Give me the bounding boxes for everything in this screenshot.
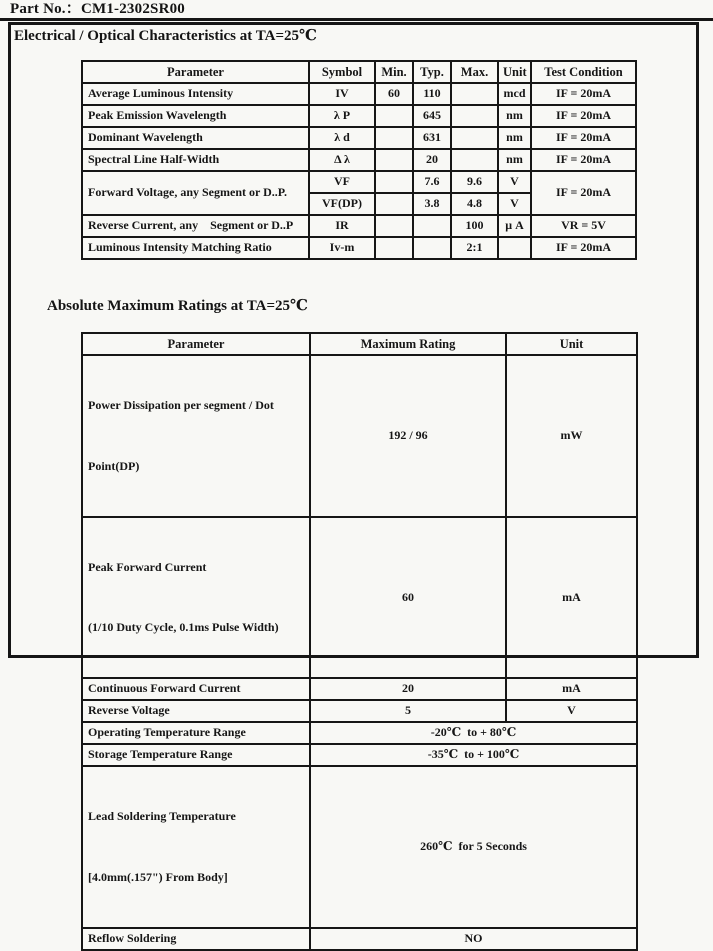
cell-parameter (82, 517, 310, 679)
header-maximum-rating: Maximum Rating (310, 333, 506, 355)
header-symbol: Symbol (309, 61, 375, 83)
cell-parameter: Dominant Wavelength (82, 127, 309, 149)
electrical-characteristics-table (81, 60, 637, 260)
ratings-header-row (82, 333, 637, 355)
electrical-row (82, 215, 636, 237)
cell-min: 60 (375, 83, 413, 105)
parameter-line-1: Power Dissipation per segment / Dot (88, 398, 274, 413)
cell-typ: 631 (413, 127, 451, 149)
cell-symbol: VF (309, 171, 375, 193)
cell-test-condition: IF = 20mA (531, 237, 636, 259)
electrical-row (82, 105, 636, 127)
cell-parameter: Continuous Forward Current (82, 678, 310, 700)
header-typ: Typ. (413, 61, 451, 83)
cell-maximum-rating: 20 (310, 678, 506, 700)
cell-typ: 645 (413, 105, 451, 127)
cell-unit: nm (498, 105, 531, 127)
ratings-row (82, 700, 637, 722)
cell-parameter: Storage Temperature Range (82, 744, 310, 766)
cell-test-condition: IF = 20mA (531, 171, 636, 215)
parameter-line-1: Lead Soldering Temperature (88, 809, 236, 824)
cell-test-condition: IF = 20mA (531, 149, 636, 171)
header-max: Max. (451, 61, 498, 83)
cell-unit: V (498, 193, 531, 215)
cell-maximum-rating: -35℃ to + 100℃ (310, 744, 637, 766)
cell-unit: mA (506, 517, 637, 679)
electrical-row (82, 127, 636, 149)
ratings-row (82, 517, 637, 679)
cell-parameter: Operating Temperature Range (82, 722, 310, 744)
cell-min (375, 193, 413, 215)
cell-unit: mcd (498, 83, 531, 105)
cell-maximum-rating: 5 (310, 700, 506, 722)
part-number-heading: Part No.：CM1-2302SR00 (10, 1, 186, 17)
cell-unit: nm (498, 127, 531, 149)
cell-symbol: Iv-m (309, 237, 375, 259)
electrical-section-title: Electrical / Optical Characteristics at TA=25℃ (14, 28, 317, 44)
cell-unit: V (498, 171, 531, 193)
cell-typ: 3.8 (413, 193, 451, 215)
cell-parameter: Luminous Intensity Matching Ratio (82, 237, 309, 259)
absolute-maximum-ratings-table (81, 332, 638, 951)
cell-parameter: Reflow Soldering (82, 928, 310, 950)
cell-max: 2:1 (451, 237, 498, 259)
ratings-row (82, 928, 637, 950)
ratings-row (82, 766, 637, 928)
cell-typ (413, 215, 451, 237)
cell-max (451, 83, 498, 105)
cell-typ: 20 (413, 149, 451, 171)
cell-maximum-rating: NO (310, 928, 637, 950)
electrical-row (82, 149, 636, 171)
header-unit: Unit (506, 333, 637, 355)
cell-maximum-rating: 192 / 96 (310, 355, 506, 517)
cell-symbol: IV (309, 83, 375, 105)
cell-test-condition: IF = 20mA (531, 127, 636, 149)
cell-symbol: VF(DP) (309, 193, 375, 215)
cell-unit: μ A (498, 215, 531, 237)
cell-test-condition: IF = 20mA (531, 105, 636, 127)
cell-unit: nm (498, 149, 531, 171)
cell-max: 9.6 (451, 171, 498, 193)
cell-parameter (82, 766, 310, 928)
cell-typ (413, 237, 451, 259)
cell-max: 100 (451, 215, 498, 237)
cell-parameter (82, 355, 310, 517)
cell-parameter: Reverse Current, any Segment or D..P (82, 215, 309, 237)
cell-maximum-rating: -20℃ to + 80℃ (310, 722, 637, 744)
cell-symbol: λ d (309, 127, 375, 149)
cell-min (375, 215, 413, 237)
cell-min (375, 237, 413, 259)
cell-max (451, 105, 498, 127)
cell-max (451, 127, 498, 149)
cell-parameter: Average Luminous Intensity (82, 83, 309, 105)
parameter-line-2: Point(DP) (88, 458, 140, 473)
parameter-line-2: [4.0mm(.157") From Body] (88, 869, 228, 884)
electrical-row (82, 83, 636, 105)
cell-unit: mA (506, 678, 637, 700)
cell-min (375, 149, 413, 171)
header-unit: Unit (498, 61, 531, 83)
cell-test-condition: VR = 5V (531, 215, 636, 237)
electrical-row (82, 171, 636, 193)
cell-parameter: Forward Voltage, any Segment or D..P. (82, 171, 309, 215)
cell-symbol: Δ λ (309, 149, 375, 171)
ratings-row (82, 744, 637, 766)
part-number-underline (0, 18, 713, 21)
header-min: Min. (375, 61, 413, 83)
header-parameter: Parameter (82, 61, 309, 83)
parameter-line-2: (1/10 Duty Cycle, 0.1ms Pulse Width) (88, 620, 279, 635)
cell-min (375, 171, 413, 193)
cell-max: 4.8 (451, 193, 498, 215)
cell-unit (498, 237, 531, 259)
cell-test-condition: IF = 20mA (531, 83, 636, 105)
cell-unit: V (506, 700, 637, 722)
parameter-line-1: Peak Forward Current (88, 559, 207, 574)
ratings-row (82, 722, 637, 744)
cell-symbol: IR (309, 215, 375, 237)
cell-unit: mW (506, 355, 637, 517)
electrical-row (82, 237, 636, 259)
cell-max (451, 149, 498, 171)
cell-min (375, 105, 413, 127)
ratings-row (82, 355, 637, 517)
cell-symbol: λ P (309, 105, 375, 127)
cell-maximum-rating: 260℃ for 5 Seconds (310, 766, 637, 928)
ratings-row (82, 678, 637, 700)
ratings-section-title: Absolute Maximum Ratings at TA=25℃ (47, 298, 308, 314)
header-parameter: Parameter (82, 333, 310, 355)
cell-maximum-rating: 60 (310, 517, 506, 679)
cell-parameter: Reverse Voltage (82, 700, 310, 722)
header-test-condition: Test Condition (531, 61, 636, 83)
cell-typ: 110 (413, 83, 451, 105)
cell-parameter: Peak Emission Wavelength (82, 105, 309, 127)
cell-parameter: Spectral Line Half-Width (82, 149, 309, 171)
cell-typ: 7.6 (413, 171, 451, 193)
cell-min (375, 127, 413, 149)
electrical-header-row (82, 61, 636, 83)
